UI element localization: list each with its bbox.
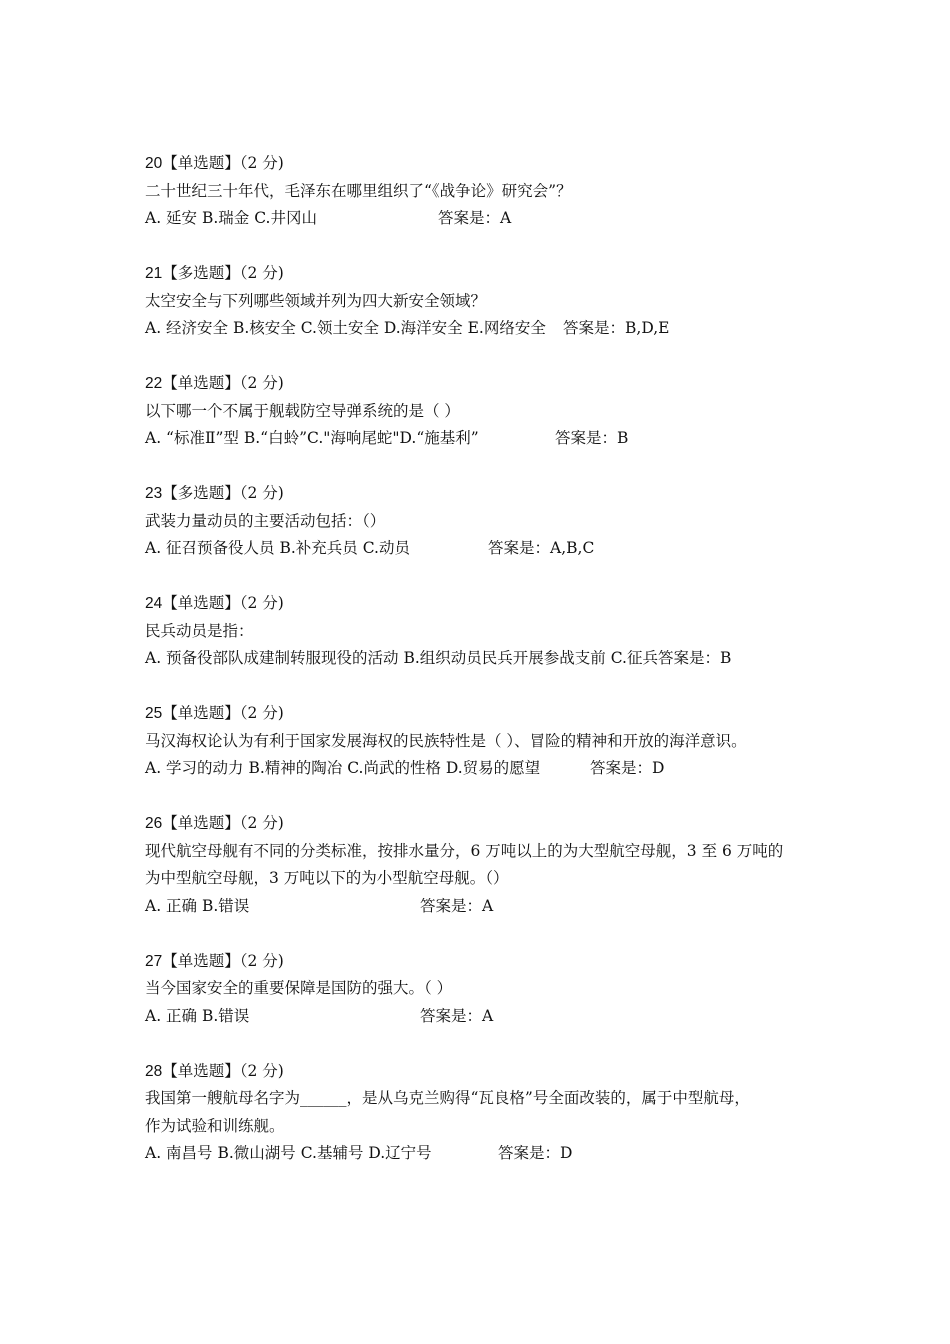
question-header: [145, 948, 825, 976]
question-options-row: [145, 535, 825, 563]
question-options: A. 学习的动力 B.精神的陶冶 C.尚武的性格 D.贸易的愿望: [145, 759, 541, 777]
question-score: （2 分): [239, 484, 284, 502]
question-number: 23: [145, 485, 163, 502]
question-answer: 答案是：B: [555, 429, 629, 447]
question-20: [145, 150, 825, 233]
question-number: 27: [145, 952, 163, 970]
question-number: 22: [145, 375, 163, 392]
question-answer: 答案是：A: [438, 209, 512, 227]
question-header: [145, 370, 825, 398]
question-header: [145, 1058, 825, 1086]
question-header: [145, 260, 825, 288]
question-type: 【单选题】: [162, 594, 240, 612]
question-type: 【单选题】: [162, 154, 240, 172]
question-answer: 答案是：B: [657, 649, 732, 667]
question-header: [145, 590, 825, 618]
question-score: （2 分): [239, 951, 284, 970]
question-27: [145, 948, 825, 1031]
question-header: [145, 810, 825, 838]
question-type: 【单选题】: [162, 814, 240, 832]
question-21: [145, 260, 825, 343]
question-header: [145, 480, 825, 508]
question-number: 25: [145, 705, 163, 722]
question-options-row: [145, 315, 825, 343]
question-score: （2 分): [239, 814, 284, 832]
question-stem: 武装力量动员的主要活动包括：（）: [145, 511, 386, 530]
question-score: （2 分): [239, 594, 284, 612]
question-type: 【多选题】: [162, 484, 240, 502]
question-options: A. “标准Ⅱ”型 B.“白蛉”C."海响尾蛇"D.“施基利”: [145, 429, 479, 447]
question-26: [145, 810, 825, 920]
question-options: A. 南昌号 B.微山湖号 C.基辅号 D.辽宁号: [145, 1144, 432, 1162]
question-options-row: [145, 645, 825, 673]
question-25: [145, 700, 825, 783]
question-options: A. 预备役部队成建制转服现役的活动 B.组织动员民兵开展参战支前 C.征兵: [145, 649, 658, 667]
question-type: 【单选题】: [162, 704, 240, 722]
question-options-row: [145, 425, 825, 453]
question-answer: 答案是：D: [590, 759, 665, 777]
question-stem: 现代航空母舰有不同的分类标准，按排水量分，6 万吨以上的为大型航空母舰，3 至 6 万吨的: [145, 841, 784, 860]
question-stem: 太空安全与下列哪些领域并列为四大新安全领域？: [145, 291, 487, 310]
question-stem: 为中型航空母舰，3 万吨以下的为小型航空母舰。（）: [145, 869, 509, 887]
document-page: [145, 150, 825, 1195]
question-number: 28: [145, 1062, 163, 1080]
question-options: A. 正确 B.错误: [145, 896, 250, 915]
question-answer: 答案是：A: [420, 896, 494, 915]
question-stem: 当今国家安全的重要保障是国防的强大。（ ）: [145, 979, 453, 997]
question-type: 【单选题】: [162, 951, 240, 970]
question-type: 【单选题】: [162, 1061, 240, 1080]
question-options: A. 正确 B.错误: [145, 1006, 250, 1025]
question-header: [145, 700, 825, 728]
question-22: [145, 370, 825, 453]
question-stem: 作为试验和训练舰。: [145, 1116, 285, 1135]
question-answer: 答案是：A,B,C: [488, 539, 595, 557]
question-stem: 我国第一艘航母名字为______，是从乌克兰购得“瓦良格”号全面改装的，属于中型航母，: [145, 1089, 750, 1107]
question-stem: 以下哪一个不属于舰载防空导弹系统的是（ ）: [145, 401, 460, 420]
question-options: A. 征召预备役人员 B.补充兵员 C.动员: [145, 539, 410, 557]
question-type: 【多选题】: [162, 264, 240, 282]
question-options-row: [145, 1003, 825, 1031]
question-stem: 二十世纪三十年代，毛泽东在哪里组织了“《战争论》研究会”？: [145, 181, 572, 200]
question-number: 26: [145, 815, 163, 832]
question-23: [145, 480, 825, 563]
question-28: [145, 1058, 825, 1168]
question-stem: 马汉海权论认为有利于国家发展海权的民族特性是（ ）、冒险的精神和开放的海洋意识。: [145, 731, 747, 750]
question-score: （2 分): [239, 374, 284, 392]
question-options-row: [145, 205, 825, 233]
question-number: 20: [145, 155, 163, 172]
question-score: （2 分): [239, 264, 284, 282]
question-24: [145, 590, 825, 673]
question-answer: 答案是：B,D,E: [563, 319, 670, 337]
question-options: A. 经济安全 B.核安全 C.领土安全 D.海洋安全 E.网络安全: [145, 319, 546, 337]
question-options: A. 延安 B.瑞金 C.井冈山: [145, 209, 317, 227]
question-score: （2 分): [239, 1061, 284, 1080]
question-number: 21: [145, 265, 163, 282]
question-answer: 答案是：D: [498, 1144, 573, 1162]
question-stem: 民兵动员是指：: [145, 621, 254, 640]
question-type: 【单选题】: [162, 374, 240, 392]
question-score: （2 分): [239, 154, 284, 172]
question-options-row: [145, 755, 825, 783]
question-options-row: [145, 893, 825, 921]
question-answer: 答案是：A: [420, 1006, 494, 1025]
question-number: 24: [145, 595, 163, 612]
question-options-row: [145, 1140, 825, 1168]
question-score: （2 分): [239, 704, 284, 722]
question-header: [145, 150, 825, 178]
